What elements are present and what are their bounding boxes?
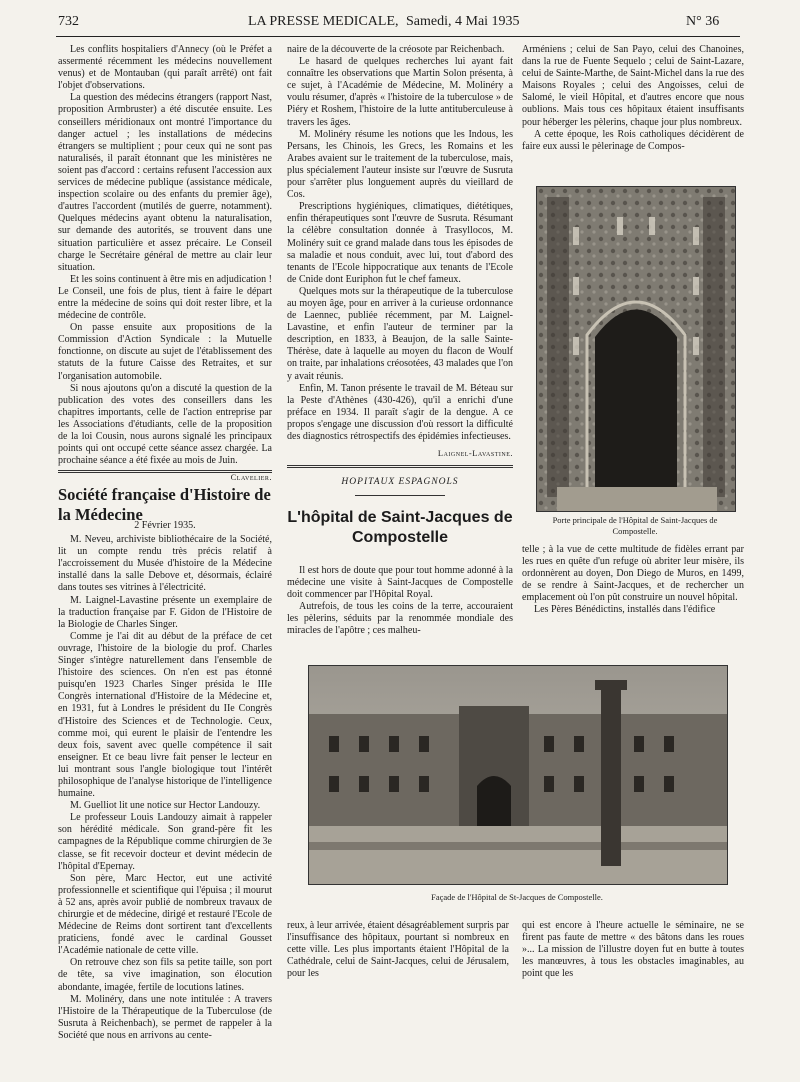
- column-3-mid: [522, 544, 744, 617]
- paragraph: Si nous ajoutons qu'on a discuté la question de la publication des votes des conseillers dans les chapitres importants, celle de l'action entreprise par les Associations d'étudiants, celle de la proposition de la loi Cousin, nous aurons signalé les principaux points qui ont occupé cette séance assez chargée. La prochaine séance a été fixée au mois de Juin.: [58, 382, 272, 467]
- column-1-top: [58, 44, 272, 483]
- paragraph: Les Pères Bénédictins, installés dans l'édifice: [534, 604, 716, 616]
- paragraph: Son père, Marc Hector, eut une activité professionnelle et scientifique qui l'épuisa ; il mourut à 52 ans, après avoir publié de nombreux travaux de chirurgie et de médecine, dirigé et restauré l'Ecole de Médecine de Reims dont sortirent tant d'excellents praticiens, fondé avec le cardinal Gousset l'Académie nationale de cette ville.: [58, 872, 272, 957]
- paragraph: M. Molinéry résume les notions que les Indous, les Persans, les Chinois, les Grecs, les Romains et les Arabes avaient sur le traitement de la tuberculose, mais, plus spécialement l'auteur insiste sur l'œuvre de Susruta pour s'arrêter plus longuement auprès du vieillard de Cos.: [287, 128, 513, 201]
- paragraph: Prescriptions hygiéniques, climatiques, diététiques, enfin thérapeutiques sont l'œuvre de Susruta. Résumant la célèbre consultation donnée à Trasyllocos, M. Molinéry suit ce grand malade dans tous les épisodes de sa maladie et nous conduit, avec lui, tout d'abord des tenants de l'Ecole hippocratique aux tenants de l'Ecole de Cnide dont Euriphon fut le chef fameux.: [287, 201, 513, 285]
- section-rule: [58, 470, 272, 473]
- paragraph: La question des médecins étrangers (rapport Nast, proposition Armbruster) a été discutée ensuite. Les conseillers méridionaux ont montré l'importance du danger actuel ; les installations de médecins étrangers se multiplient ; pour ceux qui ne sont pas naturalisés, il paraît étonnant que les ministères ne soient pas d'accord : certains refusent l'accession aux services de médecine publique (assistance médicale, inspection scolaire ou des enfants du premier âge), d'autres l'accordent (mutilés de guerre, notamment). Quelques médecins ayant obtenu la naturalisation, sur demande des autorités, se trouvent dans une situation particulière et assez précaire. Le Conseil charge le Secrétaire général de mettre au clair leur situation.: [58, 92, 272, 273]
- paragraph: Autrefois, de tous les coins de la terre, accouraient les pèlerins, séduits par la renommée mondiale des miracles de l'apôtre ; ces malheu-: [287, 601, 513, 637]
- paragraph: Quelques mots sur la thérapeutique de la tuberculose au moyen âge, pour en arriver à la curieuse ordonnance de Laennec, publiée récemment, par M. Laignel-Lavastine, et enfin l'auteur de terminer par la description, en 1833, à Beaujon, de la salle Sainte-Thérèse, date à laquelle au moyen du flacon de Woulf on traite, par inhalations créosotées, 43 malades que l'on y avait réunis.: [287, 285, 513, 382]
- issue-date: Samedi, 4 Mai 1935: [406, 14, 520, 29]
- paragraph: M. Neveu, archiviste bibliothécaire de la Société, lit un compte rendu très précis relatif à l'accroissement du Musée d'histoire de la Médecine installé dans la salle Debove et, désormais, éclairé dans toutes ses vitrines à l'électricité.: [58, 534, 272, 594]
- title-rule: [355, 495, 445, 496]
- paragraph: On passe ensuite aux propositions de la Commission d'Action Syndicale : la Mutuelle fonctionne, on discute au sujet de l'établissement des statuts de la future Caisse des Retraites, et sur l'organisation automobile.: [58, 322, 272, 382]
- signature: Clavelier.: [230, 472, 272, 483]
- facade-photo-illustration: [309, 666, 727, 884]
- signature: Laignel-Lavastine.: [437, 448, 513, 459]
- paragraph: On retrouve chez son fils sa petite taille, son port de tête, sa vive imagination, son élocution abondante, imagée, fertile de locutions latines.: [58, 957, 272, 993]
- paragraph: Les conflits hospitaliers d'Annecy (où le Préfet a assermenté récemment les médecins nouvellement venus) et de Montauban (qui paraît arrêté) ont fait l'objet d'observations.: [58, 44, 272, 92]
- paragraph: Enfin, M. Tanon présente le travail de M. Béteau sur la Peste d'Athènes (430-426), qu'il a enrichi d'une préface en 1934. Il paraît s'agir de la dengue. A ce propos s'engage une discussion d'où ressort la difficulté des diagnostics rétrospectifs des épidémies infectieuses.: [287, 382, 513, 442]
- paragraph: Le hasard de quelques recherches lui ayant fait connaître les observations que Martin Solon présenta, à ce sujet, à l'Académie de Médecine, M. Molinéry a voulu résumer, d'après « l'histoire de la tuberculose » de Piéry et Roshem, l'histoire de la lutte antituberculeuse à travers les âges.: [287, 56, 513, 128]
- paragraph: Comme je l'ai dit au début de la préface de cet ouvrage, l'histoire de la biologie du prof. Charles Singer s'intègre naturellement dans l'ensemble de l'histoire des sciences. On n'en est pas étonné puisqu'en 1923 Charles Singer présida le IIIe Congrès international d'Histoire de la Médecine et, en 1931, fut à Londres le président du IIe Congrès d'Histoire des Sciences et de Technologie. Ceux, comme moi, qui eurent le plaisir de l'entendre les deux fois, savent avec quelle compétence il sait enseigner. Et ce beau livre fait penser le lecteur en lui montrant sous l'angle biologique tout l'intérêt philosophique de l'analyse historique de l'intelligence humaine.: [58, 630, 272, 800]
- column-2-top: [287, 44, 513, 459]
- paragraph: Et les soins continuent à être mis en adjudication ! Le Conseil, une fois de plus, tient à faire le départ entre la médecine de soins qui doit rester libre, et la médecine de contrôle.: [58, 273, 272, 322]
- facade-photo: [308, 665, 728, 885]
- society-report: [58, 520, 272, 1042]
- paragraph: Le professeur Louis Landouzy aimait à rappeler son hérédité médicale. Son grand-père fit les campagnes de la République comme chirurgien de 3e classe, se fit recevoir docteur et devint médecin de l'hôpital d'Epernay.: [58, 812, 272, 872]
- facade-caption: Façade de l'Hôpital de St-Jacques de Compostelle.: [431, 892, 603, 902]
- paragraph: naire de la découverte de la créosote par Reichenbach.: [287, 44, 505, 55]
- header-rule: [56, 36, 740, 37]
- paragraph: M. Molinéry, dans une note intitulée : A travers l'Histoire de la Thérapeutique de la Tuberculose (de Susruta à Reichenbach), se permet de rappeler à la Société que nous en arrivons au cente-: [58, 993, 272, 1041]
- paragraph: M. Laignel-Lavastine présente un exemplaire de la traduction française par F. Gidon de l'Histoire de la Biologie de Charles Singer.: [58, 594, 272, 630]
- section-label: HOPITAUX ESPAGNOLS: [341, 477, 459, 487]
- paragraph: reux, à leur arrivée, étaient désagréablement surpris par l'insuffisance des hôpitaux, pourtant si nombreux en cette ville. Les plus importants étaient l'Hôpital de la Cathédrale, celui de Saint-Jacques, celui de Jérusalem, pour les: [287, 920, 509, 980]
- issue-number: N° 36: [686, 14, 720, 29]
- article-intro: [287, 565, 513, 638]
- article-title: L'hôpital de Saint-Jacques de Compostelle: [287, 509, 513, 546]
- paragraph: A cette époque, les Rois catholiques décidèrent de faire eux aussi le pèlerinage de Compos-: [522, 128, 744, 152]
- running-header: [58, 14, 738, 36]
- paragraph: telle ; à la vue de cette multitude de fidèles errant par les rues en quête d'un refuge où abriter leur misère, ils ordonnèrent au doyen, Don Diego de Muros, en 1499, de se rendre à Saint-Jacques, et de rechercher un emplacement où l'on pût construire un nouvel hôpital.: [522, 544, 744, 604]
- journal-name: LA PRESSE MEDICALE,: [248, 14, 399, 29]
- society-date: 2 Février 1935.: [134, 520, 196, 531]
- column-3-top: [522, 44, 744, 153]
- bottom-middle: [287, 920, 509, 980]
- portal-photo-illustration: [537, 187, 735, 511]
- portal-caption: Porte principale de l'Hôpital de Saint-Jacques de Compostelle.: [552, 515, 718, 536]
- paragraph: Arméniens ; celui de San Payo, celui des Chanoines, dans la rue de Fuente Sequelo ; celui de Saint-Lazare, celui de Sainte-Marthe, de Saint-Michel dans la rue des Maisons Royales ; celui des Angoisses, celui de Salomé, le vieil Hôpital, et d'autres encore que nous oublions. Mais tous ces hôpitaux étaient insuffisants pour héberger les pèlerins, chaque jour plus nombreux.: [522, 44, 744, 128]
- paragraph: Il est hors de doute que pour tout homme adonné à la médecine une visite à Saint-Jacques de Compostelle doit commencer par l'Hôpital Royal.: [287, 565, 513, 601]
- bottom-right: [522, 920, 744, 980]
- page-number: 732: [58, 14, 79, 29]
- paragraph: qui est encore à l'heure actuelle le séminaire, ne se firent pas faute de mettre « des bâtons dans les roues »... La mission de l'illustre doyen fut en butte à toutes les manœuvres, à tous les obstacles imaginables, au point que les: [522, 920, 744, 980]
- section-rule: [287, 465, 513, 468]
- society-title: Société française d'Histoire de la Médecine: [58, 485, 271, 524]
- portal-photo: [536, 186, 736, 512]
- paragraph: M. Guelliot lit une notice sur Hector Landouzy.: [70, 800, 261, 812]
